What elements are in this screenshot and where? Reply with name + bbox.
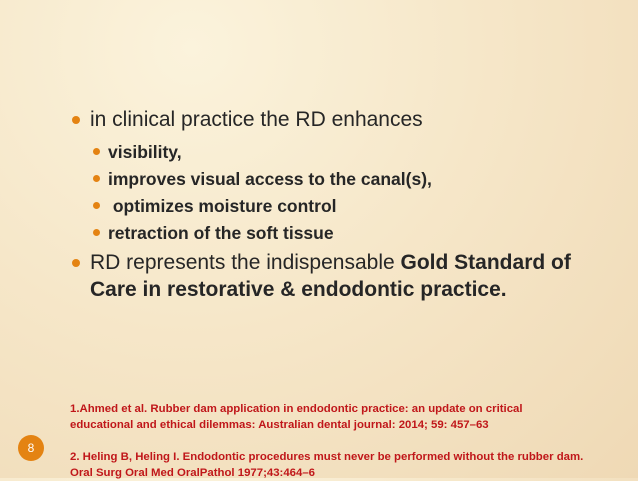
sub-bullet-item: [72, 222, 612, 244]
bullet-list: [72, 106, 612, 311]
sub-bullet-text: visibility,: [108, 142, 182, 162]
bullet-dot-icon: [93, 229, 100, 236]
bullet-dot-icon: [93, 175, 100, 182]
bullet-text-bold: Gold Standard of Care in restorative & endodontic practice.: [90, 251, 571, 301]
bullet-dot-icon: [93, 202, 100, 209]
bullet-text-plain: RD represents the indispensable: [90, 251, 401, 274]
reference-2-line-2: Oral Surg Oral Med OralPathol 1977;43:464–6: [70, 467, 316, 479]
sub-bullet-list: [72, 141, 612, 244]
bullet-dot-icon: [72, 116, 80, 124]
sub-bullet-text: retraction of the soft tissue: [108, 223, 334, 243]
bullet-dot-icon: [72, 259, 80, 267]
bullet-text: in clinical practice the RD enhances: [90, 108, 423, 131]
sub-bullet-item: [72, 168, 612, 190]
page-number-badge: 8: [18, 435, 44, 461]
reference-1-line-1: 1.Ahmed et al. Rubber dam application in endodontic practice: an update on critical: [70, 403, 523, 415]
reference-spacer: [70, 433, 630, 449]
bullet-item-rd-enhances: [72, 106, 612, 133]
bullet-dot-icon: [93, 148, 100, 155]
reference-2-line-1: 2. Heling B, Heling I. Endodontic procedures must never be performed without the rubber dam.: [70, 451, 584, 463]
references: [70, 401, 630, 481]
sub-bullet-item: [72, 195, 612, 217]
sub-bullet-text: optimizes moisture control: [108, 196, 337, 216]
bullet-item-gold-standard: [72, 249, 612, 303]
reference-1-line-2: educational and ethical dilemmas: Australian dental journal: 2014; 59: 457–63: [70, 419, 489, 431]
sub-bullet-text: improves visual access to the canal(s),: [108, 169, 432, 189]
sub-bullet-item: [72, 141, 612, 163]
